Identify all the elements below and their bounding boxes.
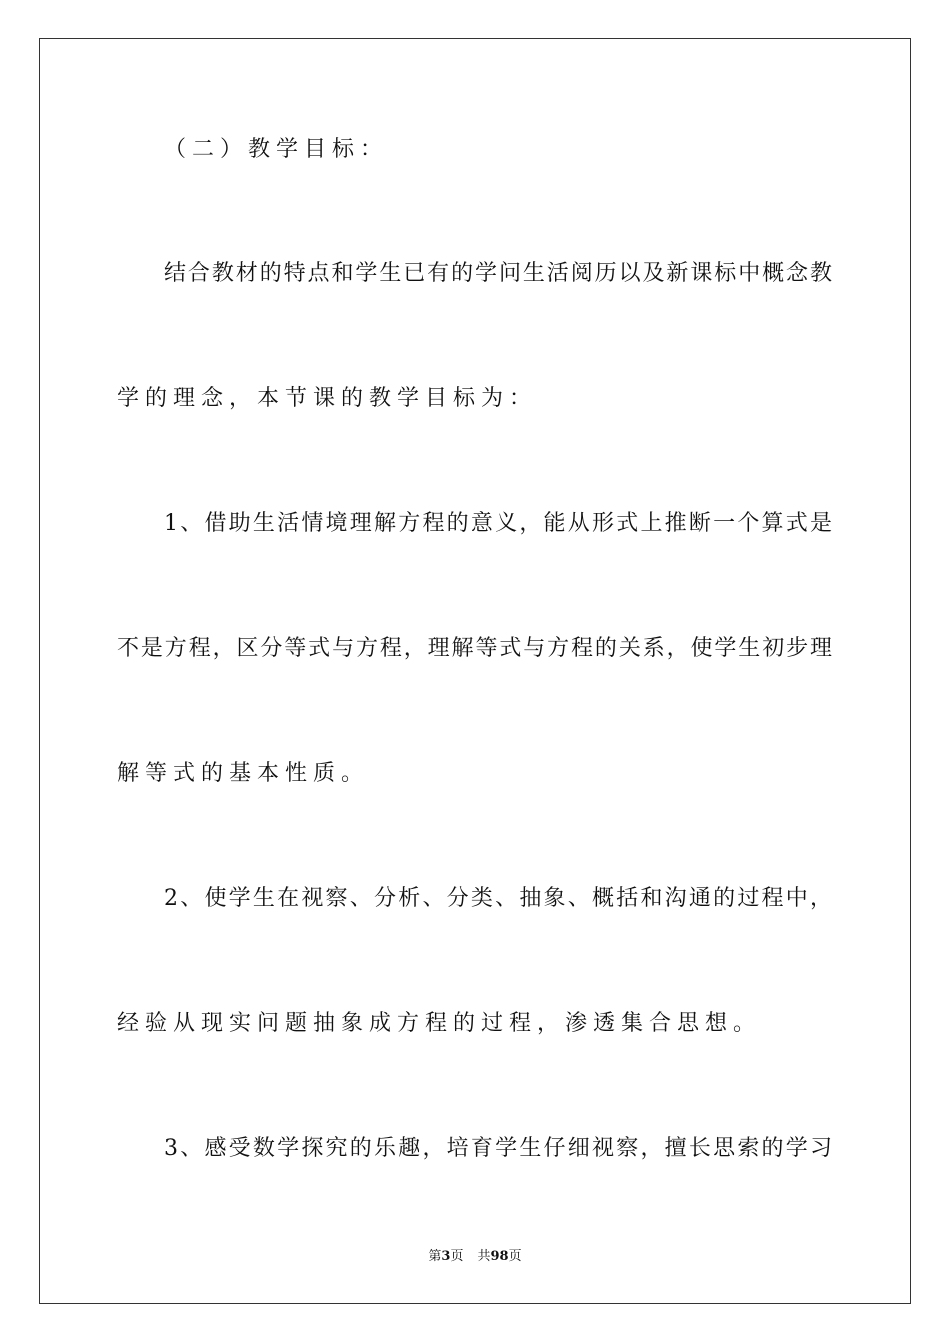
page-border	[39, 38, 911, 1304]
total-prefix: 共	[477, 1249, 491, 1264]
page-prefix: 第	[428, 1249, 442, 1264]
section-heading: （二）教学目标：	[164, 137, 389, 162]
paragraph-line: 解等式的基本性质。	[117, 761, 370, 786]
paragraph-line: 3、感受数学探究的乐趣，培育学生仔细视察，擅长思索的学习	[164, 1136, 832, 1161]
page-suffix: 页	[450, 1249, 464, 1264]
page-footer	[0, 1248, 950, 1266]
paragraph-line: 学的理念，本节课的教学目标为：	[117, 386, 538, 411]
paragraph-line: 2、使学生在视察、分析、分类、抽象、概括和沟通的过程中，	[164, 886, 832, 911]
paragraph-line: 1、借助生活情境理解方程的意义，能从形式上推断一个算式是	[164, 511, 832, 536]
page-number: 3	[441, 1249, 451, 1264]
paragraph-line: 不是方程，区分等式与方程，理解等式与方程的关系，使学生初步理	[117, 636, 832, 661]
total-suffix: 页	[508, 1249, 522, 1264]
paragraph-line: 经验从现实问题抽象成方程的过程，渗透集合思想。	[117, 1011, 762, 1036]
total-pages: 98	[490, 1249, 509, 1264]
paragraph-line: 结合教材的特点和学生已有的学问生活阅历以及新课标中概念教	[164, 261, 832, 286]
